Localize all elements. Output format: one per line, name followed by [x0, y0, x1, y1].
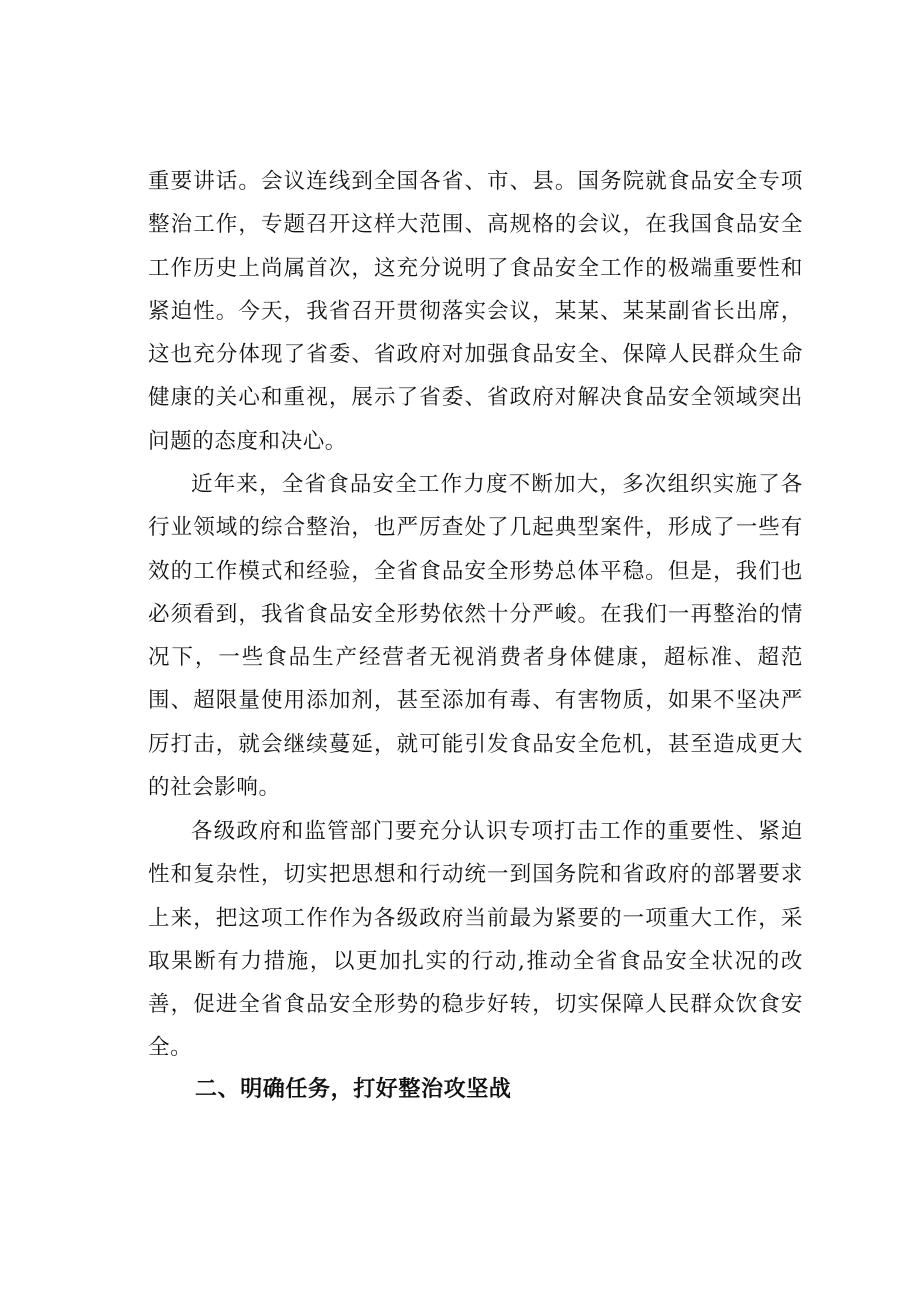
paragraph-1	[148, 160, 803, 463]
section-heading: 二、明确任务，打好整治攻坚战	[195, 1077, 512, 1102]
paragraph-2-text: 近年来，全省食品安全工作力度不断加大，多次组织实施了各行业领域的综合整治，也严厉查处了几起典型案件，形成了一些有效的工作模式和经验，全省食品安全形势总体平稳。但是，我们也必须看到，我省食品安全形势依然十分严峻。在我们一再整治的情况下，一些食品生产经营者无视消费者身体健康，超标准、超范围、超限量使用添加剂，甚至添加有毒、有害物质，如果不坚决严厉打击，就会继续蔓延，就可能引发食品安全危机，甚至造成更大的社会影响。	[148, 472, 803, 801]
paragraph-3-text: 各级政府和监管部门要充分认识专项打击工作的重要性、紧迫性和复杂性，切实把思想和行动统一到国务院和省政府的部署要求上来，把这项工作作为各级政府当前最为紧要的一项重大工作，采取果断有力措施，以更加扎实的行动,推动全省食品安全状况的改善，促进全省食品安全形势的稳步好转，切实保障人民群众饮食安全。	[148, 819, 803, 1061]
paragraph-3	[148, 810, 803, 1070]
paragraph-2	[148, 463, 803, 809]
paragraph-1-text: 重要讲话。会议连线到全国各省、市、县。国务院就食品安全专项整治工作，专题召开这样大范围、高规格的会议，在我国食品安全工作历史上尚属首次，这充分说明了食品安全工作的极端重要性和紧迫性。今天，我省召开贯彻落实会议，某某、某某副省长出席，这也充分体现了省委、省政府对加强食品安全、保障人民群众生命健康的关心和重视，展示了省委、省政府对解决食品安全领域突出问题的态度和决心。	[148, 169, 803, 454]
